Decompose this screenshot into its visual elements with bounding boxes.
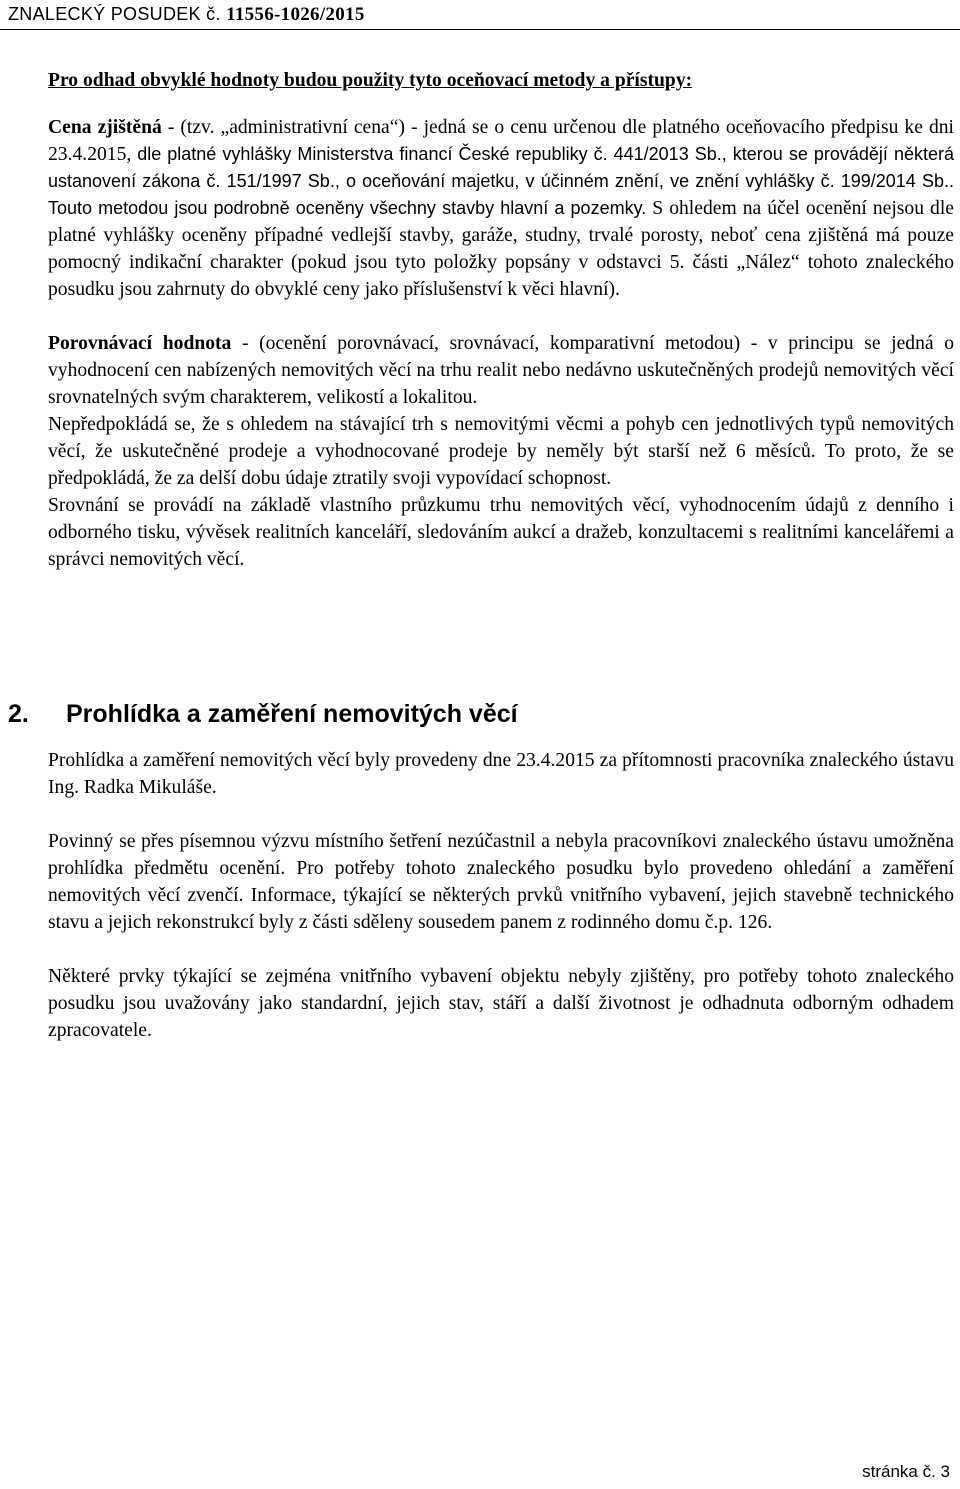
porovnavaci-term: Porovnávací hodnota <box>48 333 232 354</box>
page-number: stránka č. 3 <box>862 1462 950 1481</box>
section-2-body <box>48 747 954 1044</box>
section-2-title: Prohlídka a zaměření nemovitých věcí <box>66 700 518 728</box>
porovnavaci-paragraph <box>48 330 954 411</box>
inspection-paragraph-3: Některé prvky týkající se zejména vnitřního vybavení objektu nebyly zjištěny, pro potřeby tohoto znaleckého posudku jsou uvažovány jako standardní, jejich stav, stáří a další životnost je odhadnuta odborným odhadem zpracovatele. <box>48 966 954 1041</box>
section-2-number: 2. <box>8 700 29 728</box>
header-divider <box>0 29 960 30</box>
porovnavaci-paragraph-2: Nepředpokládá se, že s ohledem na stávající trh s nemovitými věcmi a pohyb cen jednotlivých typů nemovitých věcí, že uskutečněné prodeje a vyhodnocované prodeje by neměly být starší než 6 měsíců. To proto, že se předpokládá, že za delší dobu údaje ztratily svoji vypovídací schopnost. <box>48 414 954 489</box>
cena-zjistena-paragraph <box>48 114 954 303</box>
porovnavaci-text1: - (ocenění porovnávací, srovnávací, komparativní metodou) - v principu se jedná o vyhodnocení cen nabízených nemovitých věcí na trhu realit nebo nedávno uskutečněných prodejů nemovitých věcí srovnatelných svým charakterem, velikostí a lokalitou. <box>48 333 954 408</box>
cena-zjistena-term: Cena zjištěná <box>48 117 162 138</box>
document-body <box>48 70 954 573</box>
methods-heading: Pro odhad obvyklé hodnoty budou použity tyto oceňovací metody a přístupy: <box>48 70 693 91</box>
report-number: 11556-1026/2015 <box>226 4 365 25</box>
page-header <box>0 0 960 34</box>
report-title-label: ZNALECKÝ POSUDEK č. <box>8 4 221 24</box>
porovnavaci-paragraph-3: Srovnání se provádí na základě vlastního průzkumu trhu nemovitých věcí, vyhodnocením údajů z denního i odborného tisku, vývěsek realitních kanceláří, sledováním aukcí a dražeb, konzultacemi s realitními kancelářemi a správci nemovitých věcí. <box>48 495 954 570</box>
section-2-heading <box>8 700 518 729</box>
cena-zjistena-text2: dle platné vyhlášky Ministerstva financí České republiky č. 441/2013 Sb., kterou se provádějí některá ustanovení zákona č. 151/1997 Sb., o oceňování majetku, v účinném znění, ve znění vyhlášky č. 199/2014 Sb.. Touto metodou jsou podrobně oceněny všechny stavby hlavní a pozemky. <box>48 144 954 218</box>
report-title <box>8 4 365 26</box>
cena-zjistena-text1: - (tzv. „administrativní cena“) - jedná se o cenu určenou dle platného oceňovacího předpisu ke dni 23.4.2015, <box>48 117 954 165</box>
cena-zjistena-text3: S ohledem na účel ocenění nejsou dle platné vyhlášky oceněny případné vedlejší stavby, garáže, studny, trvalé porosty, neboť cena zjištěná má pouze pomocný indikační charakter (pokud jsou tyto položky popsány v odstavci 5. části „Nález“ tohoto znaleckého posudku jsou zahrnuty do obvyklé ceny jako příslušenství k věci hlavní). <box>48 198 954 300</box>
inspection-paragraph-2: Povinný se přes písemnou výzvu místního šetření nezúčastnil a nebyla pracovníkovi znaleckého ústavu umožněna prohlídka předmětu ocenění. Pro potřeby tohoto znaleckého posudku bylo provedeno ohledání a zaměření nemovitých věcí zvenčí. Informace, týkající se některých prvků vnitřního vybavení, jejich stavebně technického stavu a jejich rekonstrukcí byly z části sděleny sousedem panem z rodinného domu č.p. 126. <box>48 831 954 933</box>
inspection-paragraph-1: Prohlídka a zaměření nemovitých věcí byly provedeny dne 23.4.2015 za přítomnosti pracovníka znaleckého ústavu Ing. Radka Mikuláše. <box>48 750 954 798</box>
